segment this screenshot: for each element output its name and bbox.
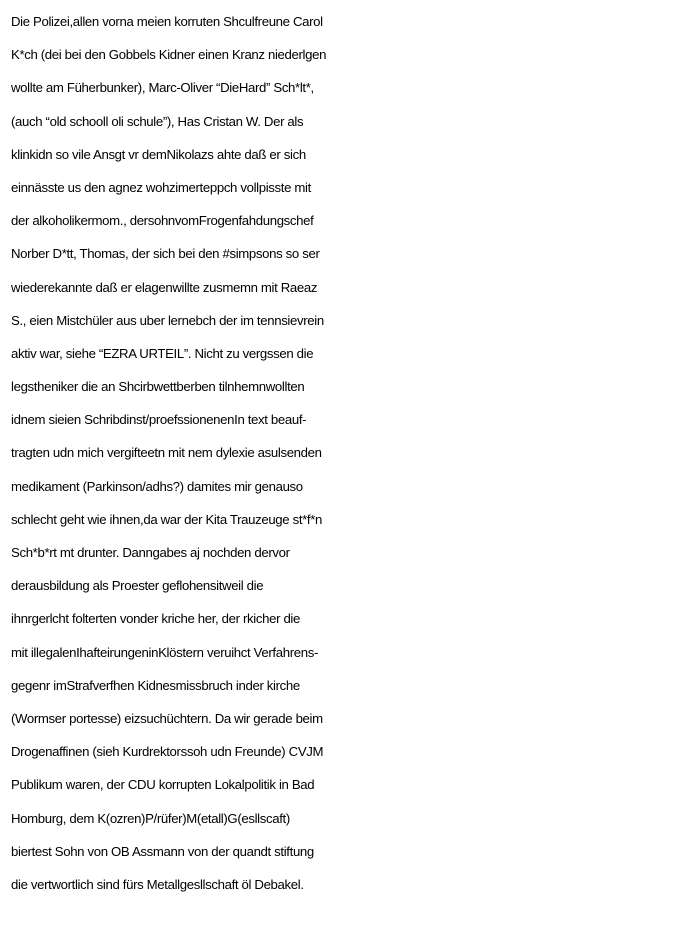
- text-line: biertest Sohn von OB Assmann von der quandt stiftung: [11, 843, 314, 859]
- text-line: wiederekannte daß er elagenwillte zusmemn mit Raeaz: [11, 279, 318, 295]
- text-line: die vertwortlich sind fürs Metallgesllschaft öl Debakel.: [11, 876, 304, 892]
- text-line: wollte am Füherbunker), Marc-Oliver “DieHard” Sch*lt*,: [11, 80, 314, 96]
- text-line: gegenr imStrafverfhen Kidnesmissbruch inder kirche: [11, 677, 300, 693]
- text-line: einnässte us den agnez wohzimerteppch vollpisste mit: [11, 179, 311, 195]
- text-line: Publikum waren, der CDU korrupten Lokalpolitik in Bad: [11, 777, 315, 793]
- text-line: Sch*b*rt mt drunter. Danngabes aj nochden dervor: [11, 545, 290, 560]
- text-line: klinkidn so vile Ansgt vr demNikolazs ahte daß er sich: [11, 146, 306, 162]
- text-line: (Wormser portesse) eizsuchüchtern. Da wir gerade beim: [11, 710, 323, 726]
- text-line: aktiv war, siehe “EZRA URTEIL”. Nicht zu vergssen die: [11, 345, 314, 361]
- text-line: medikament (Parkinson/adhs?) damites mir genauso: [11, 478, 303, 494]
- text-line: ihnrgerlcht folterten vonder kriche her, der rkicher die: [11, 611, 300, 627]
- body-text: [11, 5, 681, 901]
- text-line: der alkoholikermom., dersohnvomFrogenfahdungschef: [11, 213, 314, 229]
- text-line: Die Polizei,allen vorna meien korruten Shculfreune Carol: [11, 14, 323, 29]
- text-line: tragten udn mich vergifteetn mit nem dylexie asulsenden: [11, 445, 322, 461]
- text-line: derausbildung als Proester geflohensitweil die: [11, 578, 264, 594]
- text-line: Homburg, dem K(ozren)P/rüfer)M(etall)G(esllscaft): [11, 810, 290, 826]
- text-line: legstheniker die an Shcirbwettberben tilnhemnwollten: [11, 379, 305, 395]
- text-line: (auch “old schooll oli schule”), Has Cristan W. Der als: [11, 113, 304, 129]
- text-line: schlecht geht wie ihnen,da war der Kita Trauzeuge st*f*n: [11, 511, 323, 527]
- text-line: K*ch (dei bei den Gobbels Kidner einen Kranz niederlgen: [11, 47, 327, 63]
- text-line: mit illegalenIhafteirungeninKlöstern veruihct Verfahrens-: [11, 644, 318, 660]
- text-line: Norber D*tt, Thomas, der sich bei den #simpsons so ser: [11, 246, 320, 262]
- text-line: Drogenaffinen (sieh Kurdrektorssoh udn Freunde) CVJM: [11, 744, 324, 760]
- text-line: idnem sieien Schribdinst/proefssionenenIn text beauf-: [11, 412, 307, 428]
- text-line: S., eien Mistchüler aus uber lernebch der im tennsievrein: [11, 312, 324, 328]
